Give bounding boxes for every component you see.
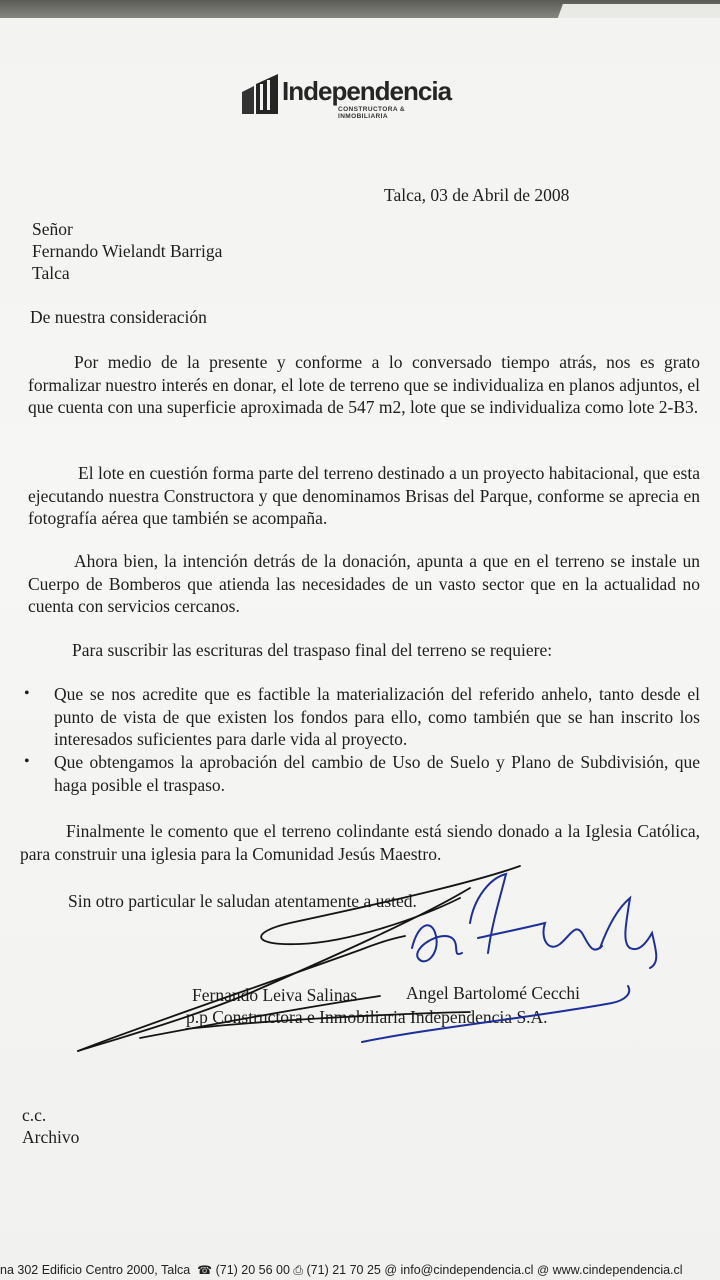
background-edge [0,0,720,20]
greeting: De nuestra consideración [30,307,207,327]
recipient-city: Talca [32,263,70,283]
footer-web: www.cindependencia.cl [552,1263,683,1277]
requirement-1: Que se nos acredite que es factible la materialización del referido anhelo, tanto desde el punto de vista de que existen los fondos para ello, como también que se han inscrito los interesados suficientes para darle vida al proyecto. [54,684,700,749]
copy-label: c.c. [22,1105,47,1125]
requirements-intro: Para suscribir las escrituras del traspaso final del terreno se requiere: [72,640,553,660]
closing-paragraph: Finalmente le comento que el terreno colindante está siendo donado a la Iglesia Católica, para construir una iglesia para la Comunidad Jesús Maestro. [20,821,700,864]
signatory-second: Angel Bartolomé Cecchi [406,983,580,1003]
footer-phone: (71) 20 56 00 [215,1263,290,1277]
footer-fax: (71) 21 70 25 [306,1263,381,1277]
paragraph-1: Por medio de la presente y conforme a lo conversado tiempo atrás, nos es grato formalizar nuestro interés en donar, el lote de terreno que se individualiza en planos adjuntos, el que cuenta con una superficie aproximada de 547 m2, lote que se individualiza como lote 2-B3. [28,352,700,417]
requirement-2: Que obtengamos la aprobación del cambio de Uso de Suelo y Plano de Subdivisión, que haga posible el traspaso. [54,752,700,795]
company-name: Independencia [282,76,452,106]
letter-page [0,18,720,1280]
company-tagline: CONSTRUCTORA & INMOBILIARIA [338,106,405,120]
paragraph-3: Ahora bien, la intención detrás de la donación, apunta a que en el terreno se instale un Cuerpo de Bomberos que atienda las necesidades de un vasto sector que en la actualidad no cuenta con servicios cercanos. [28,551,700,616]
web-icon: @ [536,1263,550,1277]
paragraph-2: El lote en cuestión forma parte del terreno destinado a un proyecto habitacional, que esta ejecutando nuestra Constructora y que denominamos Brisas del Parque, conforme se aprecia en fotografía aérea que también se acompaña. [28,463,700,528]
signatory-company: p.p Constructora e Inmobiliaria Independencia S.A. [186,1007,548,1027]
farewell: Sin otro particular le saludan atentamente a usted. [68,891,417,911]
footer-email: @ info@cindependencia.cl [384,1263,534,1277]
footer-contact [0,1263,683,1278]
date-line: Talca, 03 de Abril de 2008 [384,185,570,205]
bullet-icon: • [24,685,30,702]
phone-icon: ☎ [197,1263,213,1277]
fax-icon: ⎙ [293,1263,304,1277]
copy-recipient: Archivo [22,1127,80,1147]
footer-address: na 302 Edificio Centro 2000, Talca [0,1263,191,1277]
recipient-name: Fernando Wielandt Barriga [32,241,223,261]
handwritten-signatures [0,18,720,1118]
recipient-salutation: Señor [32,219,73,239]
bullet-icon: • [24,753,30,770]
signatory-first: Fernando Leiva Salinas [192,985,358,1005]
